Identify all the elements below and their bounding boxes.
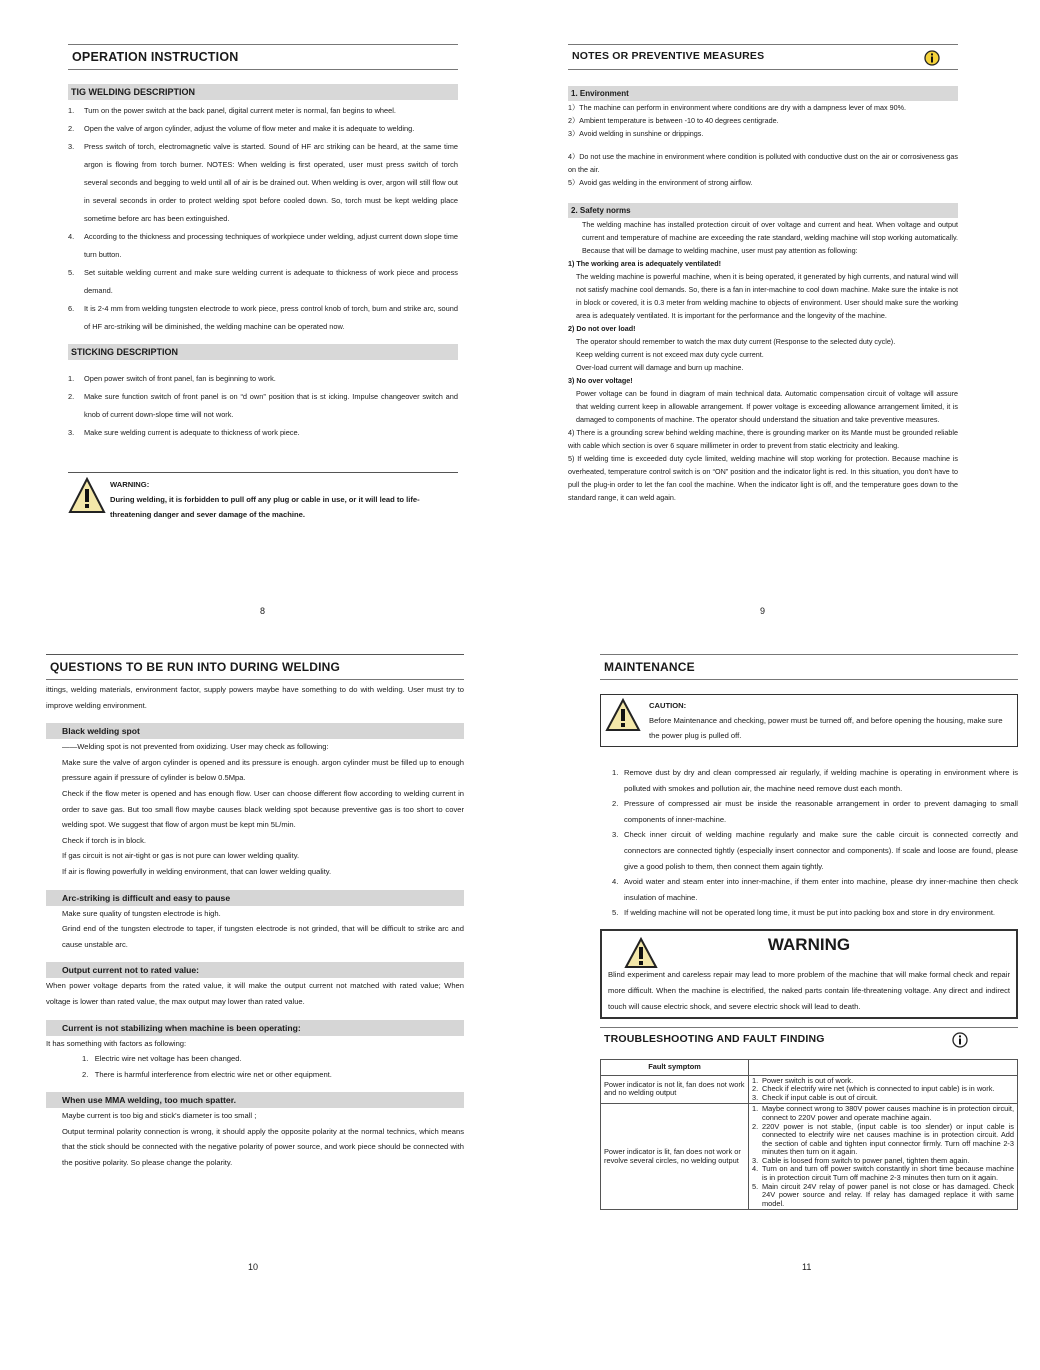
list-text: Pressure of compressed air must be inside the reasonable arrangement in order to prevent damaging to small components of inner-machine. <box>624 799 1018 824</box>
list-text: Power switch is out of work. <box>762 1075 854 1085</box>
list-number: 5. <box>752 1181 759 1191</box>
list-number: 3. <box>68 142 75 151</box>
black-spot-lead: ——Welding spot is not prevented from oxidizing. User may check as following: <box>62 742 329 752</box>
list-number: 4. <box>752 1164 759 1174</box>
maintenance-item <box>612 765 1018 796</box>
sticking-steps-list <box>68 370 458 442</box>
stability-item: 1. Electric wire net voltage has been changed. <box>82 1054 242 1064</box>
list-text: Cable is loosed from switch to power panel, tighten them again. <box>762 1155 970 1165</box>
list-number: 3. <box>68 428 75 437</box>
fault-fix-item <box>752 1183 1014 1209</box>
section-title-black-spot: Black welding spot <box>46 723 464 739</box>
list-text: Press switch of torch, electromagnetic valve is started. Sound of HF arc striking can be heard, at the same time argon is flowing from torch burner. NOTES: When welding is first operated, user must press switch of torch several seconds and begging to weld until all of air is be drained out. When welding is over, argon will still flow out in several seconds in order to protect welding spot before cooled down. So, torch must be kept welding place sometime before arc has been extinguished. <box>84 142 458 223</box>
section-title-output-current: Output current not to rated value: <box>46 962 464 978</box>
fault-fix-cell <box>749 1104 1018 1210</box>
safety-grounding-text: 4) There is a grounding screw behind welding machine, there is grounding marker on its Mantle must be grounded reliable with cable which section is over 6 square millimeter in order to prevent from static electricity and leaking. <box>568 428 958 450</box>
arc-line: Grind end of the tungsten electrode to taper, if tungsten electrode is not grinded, that will be difficult to strike arc and cause unstable arc. <box>62 924 464 949</box>
safety-overvoltage-title: 3) No over voltage! <box>568 376 633 385</box>
safety-overvoltage-text: Power voltage can be found in diagram of main technical data. Automatic compensation circuit of voltage will assure that welding current keep in allowable arrangement. If power voltage is exceeding allowance arrangement limited, it is damaged to components of machine. The operator should understand the situation and take preventive measures. <box>576 389 958 424</box>
stability-lead: It has something with factors as following: <box>46 1038 187 1048</box>
caution-box <box>600 694 1018 747</box>
page-title: OPERATION INSTRUCTION <box>68 44 458 70</box>
warning-title: WARNING <box>767 934 851 954</box>
warning-triangle-icon <box>624 937 658 969</box>
warning-triangle-icon <box>68 477 110 522</box>
warning-box <box>600 929 1018 1019</box>
list-text: It is 2-4 mm from welding tungsten electrode to work piece, press control knob of torch, burn and strike arc, sound of HF arc-striking will be diminished, the welding machine can be operated now. <box>84 304 458 331</box>
tig-step <box>68 228 458 264</box>
list-text: 220V power is not stable, (input cable is too slender) or input cable is connected to electrify wire net causes machine is in protection circuit. Add the section of cable and tighten input connector firmly. Turn off machine 2-3 minutes then turn on it again. <box>762 1121 1014 1157</box>
warning-text: Blind experiment and careless repair may lead to more problem of the machine that will make formal check and repair more difficult. When the machine is electrified, the naked parts contain life-threatening voltage. Any direct and indirect touch will cause electric shock, and severe electric shock will lead to death. <box>608 969 1010 1011</box>
warning-label: WARNING: <box>110 480 150 489</box>
list-text: Remove dust by dry and clean compressed air regularly, if welding machine is operating in environment where is polluted with smokes and pollution air, the machine need remove dust each month. <box>624 768 1018 793</box>
list-number: 2. <box>752 1121 759 1131</box>
sticking-step <box>68 370 458 388</box>
info-icon <box>924 50 940 66</box>
page-title: QUESTIONS TO BE RUN INTO DURING WELDING <box>46 654 464 680</box>
table-header-row <box>601 1059 1018 1075</box>
troubleshooting-title: TROUBLESHOOTING AND FAULT FINDING <box>604 1032 825 1045</box>
list-number: 2. <box>68 124 75 133</box>
mma-line: Output terminal polarity connection is wrong, it should apply the opposite polarity at the normal technics, which means that the stick should be connected with the negative polarity of power source, and work piece should be connected with the positive polarity. So please change the polarity. <box>62 1126 464 1168</box>
page-title <box>568 44 958 70</box>
maintenance-item <box>612 874 1018 905</box>
page-number: 9 <box>760 606 766 616</box>
page-8 <box>68 44 458 616</box>
black-spot-line: If air is flowing powerfully in welding environment, that can lower welding quality. <box>62 866 332 876</box>
list-text: If welding machine will not be operated long time, it must be put into packing box and store in dry environment. <box>624 908 996 918</box>
fault-fix-item <box>752 1105 1014 1122</box>
info-icon <box>952 1032 968 1048</box>
safety-duty-cycle-text: 5) If welding time is exceeded duty cycle limited, welding machine will stop working for protection. Because machine is overheated, temperature control switch is on “ON” position and the indicator light is red. In this situation, you don't have to pull the plug-in order to let the fan cool the machine. When the indicator light is off, and the temperature goes down to the standard range, it can weld again. <box>568 454 958 502</box>
list-number: 4. <box>68 232 75 241</box>
page-11 <box>600 654 1018 1272</box>
list-number: 3. <box>752 1155 759 1165</box>
fault-fix-item <box>752 1094 1014 1103</box>
list-text: Set suitable welding current and make sure welding current is adequate to thickness of work piece and process demand. <box>84 268 458 295</box>
list-text: Maybe connect wrong to 380V power causes machine is in protection circuit, connect to 220V power and operate machine again. <box>762 1104 1014 1122</box>
page-number: 11 <box>802 1262 812 1272</box>
warning-text: During welding, it is forbidden to pull off any plug or cable in use, or it will lead to life-threatening danger and sever damage of the machine. <box>110 495 420 519</box>
list-text: Main circuit 24V relay of power panel is not close or has damaged. Check 24V power source and relay. If relay has damaged replace it with same model. <box>762 1181 1014 1208</box>
list-number: 1. <box>612 768 619 777</box>
env-item: 3）Avoid welding in sunshine or drippings. <box>568 129 704 138</box>
list-text: Check if input cable is out of circuit. <box>762 1092 878 1102</box>
tig-step <box>68 138 458 228</box>
safety-overload-line: Keep welding current is not exceed max duty cycle current. <box>576 350 764 359</box>
stability-item: 2. There is harmful interference from electric wire net or other equipment. <box>82 1069 332 1079</box>
list-number: 5. <box>612 908 619 918</box>
page-10 <box>46 654 464 1272</box>
section-title-sticking: STICKING DESCRIPTION <box>68 344 458 360</box>
black-spot-line: If gas circuit is not air-tight or gas is not pure can lower welding quality. <box>62 851 300 861</box>
intro-text: ittings, welding materials, environment factor, supply powers maybe have something to do with welding. User must try to improve welding environment. <box>46 685 464 710</box>
section-title-environment: 1. Environment <box>568 86 958 101</box>
maintenance-item <box>612 827 1018 874</box>
output-text: When power voltage departs from the rated value, it will make the output current not matched with rated value; When voltage is lower than rated value, the max output may lower than rated value. <box>46 981 464 1006</box>
page-9 <box>568 44 958 616</box>
tig-step <box>68 300 458 336</box>
tig-step <box>68 120 458 138</box>
list-text: Check if electrify wire net (which is connected to input cable) is in work. <box>762 1084 995 1094</box>
list-text: Make sure welding current is adequate to thickness of work piece. <box>84 428 300 437</box>
sticking-step <box>68 424 458 442</box>
env-item: 5）Avoid gas welding in the environment of strong airflow. <box>568 178 753 187</box>
list-text: Check inner circuit of welding machine regularly and make sure the cable circuit is connected correctly and connectors are connected tightly (especially insert connector and components). If scale and loose are found, please give a good polish to them, then connect them again tightly. <box>624 830 1018 871</box>
list-text: Open the valve of argon cylinder, adjust the volume of flow meter and make it is adequate to welding. <box>84 124 415 133</box>
table-row <box>601 1104 1018 1210</box>
list-text: Turn on the power switch at the back panel, digital current meter is normal, fan begins to wheel. <box>84 106 396 115</box>
sticking-step <box>68 388 458 424</box>
fault-symptom-cell: Power indicator is not lit, fan does not work and no welding output <box>601 1075 749 1104</box>
table-header-cell <box>749 1059 1018 1075</box>
troubleshooting-table <box>600 1059 1018 1211</box>
safety-intro: The welding machine has installed protection circuit of over voltage and current and heat. When voltage and output current and temperature of machine are exceeding the rate standard, welding machine will stop working automatically. Because that will be damage to welding machine, user must pay attention as following: <box>582 220 958 255</box>
list-number: 4. <box>612 877 619 887</box>
tig-step <box>68 264 458 300</box>
safety-ventilation-title: 1) The working area is adequately ventilated! <box>568 259 721 268</box>
page-title-text: NOTES OR PREVENTIVE MEASURES <box>572 50 765 62</box>
list-number: 1. <box>752 1075 759 1085</box>
fault-symptom-cell: Power indicator is lit, fan does not work or revolve several circles, no welding output <box>601 1104 749 1210</box>
safety-overload-line: Over-load current will damage and burn up machine. <box>576 363 744 372</box>
section-title-safety: 2. Safety norms <box>568 203 958 218</box>
list-number: 2. <box>612 799 619 809</box>
section-title-mma-spatter: When use MMA welding, too much spatter. <box>46 1092 464 1108</box>
safety-overload-title: 2) Do not over load! <box>568 324 636 333</box>
fault-fix-item <box>752 1165 1014 1182</box>
caution-label: CAUTION: <box>649 701 687 710</box>
list-text: Make sure function switch of front panel is on “d own” position that is st icking. Impulse changeover switch and knob of current down-slope time will not work. <box>84 392 458 419</box>
page-title: MAINTENANCE <box>600 654 1018 680</box>
list-number: 5. <box>68 268 75 277</box>
tig-step <box>68 102 458 120</box>
list-number: 1. <box>68 374 75 383</box>
env-item: 1）The machine can perform in environment where conditions are dry with a dampness lever of max 90%. <box>568 103 906 112</box>
fault-fix-cell <box>749 1075 1018 1104</box>
list-number: 6. <box>68 304 75 313</box>
section-title-arc-striking: Arc-striking is difficult and easy to pause <box>46 890 464 906</box>
black-spot-line: Check if torch is in block. <box>62 835 146 845</box>
fault-fix-item <box>752 1123 1014 1157</box>
troubleshooting-header <box>600 1027 1018 1051</box>
maintenance-item <box>612 796 1018 827</box>
safety-ventilation-text: The welding machine is powerful machine, when it is being operated, it generated by high currents, and natural wind will not satisfy machine cool demands. So, there is a fan in inter-machine to cool down machine. Make sure the intake is not in block or covered, it is 0.3 meter from welding machine to objects of environment. User should make sure the working area is adequately ventilated. It is important for the performance and the longevity of the machine. <box>576 272 958 320</box>
page-number: 8 <box>260 606 266 616</box>
list-text: Avoid water and steam enter into inner-machine, if them enter into machine, please dry inner-machine then check insulation of machine. <box>624 877 1018 902</box>
maintenance-list <box>600 765 1018 921</box>
black-spot-line: Check if the flow meter is opened and has enough flow. User can choose different flow according to welding current in order to save gas. But too small flow maybe causes black welding spot because preventive gas is too short to cover welding spot. We suggest that flow of argon must be kept min 5L/min. <box>62 788 464 830</box>
list-text: Turn on and turn off power switch constantly in short time because machine is in protection circuit Turn off machine 2-3 minutes then turn on it again. <box>762 1164 1014 1183</box>
table-row <box>601 1075 1018 1104</box>
mma-line: Maybe current is too big and stick's diameter is too small ; <box>62 1111 257 1121</box>
warning-box <box>68 472 458 522</box>
maintenance-item <box>612 905 1018 921</box>
list-number: 1. <box>68 106 75 115</box>
section-title-tig: TIG WELDING DESCRIPTION <box>68 84 458 100</box>
env-item: 2）Ambient temperature is between -10 to 40 degrees centigrade. <box>568 116 779 125</box>
list-number: 2. <box>68 392 75 401</box>
list-number: 1. <box>752 1104 759 1114</box>
arc-line: Make sure quality of tungsten electrode is high. <box>62 908 221 918</box>
list-number: 3. <box>612 830 619 840</box>
env-item: 4）Do not use the machine in environment where condition is polluted with conductive dust on the air or corrosiveness gas on the air. <box>568 152 958 174</box>
list-number: 2. <box>752 1084 759 1094</box>
tig-steps-list <box>68 102 458 336</box>
list-text: According to the thickness and processing techniques of workpiece under welding, adjust current down slope time turn button. <box>84 232 458 259</box>
section-title-current-stability: Current is not stabilizing when machine is been operating: <box>46 1020 464 1036</box>
list-text: Open power switch of front panel, fan is beginning to work. <box>84 374 276 383</box>
safety-overload-line: The operator should remember to watch the max duty current (Response to the selected duty cycle). <box>576 337 896 346</box>
page-number: 10 <box>248 1262 259 1272</box>
caution-triangle-icon <box>605 698 649 743</box>
list-number: 3. <box>752 1092 759 1102</box>
table-header-cell: Fault symptom <box>601 1059 749 1075</box>
black-spot-line: Make sure the valve of argon cylinder is opened and its pressure is enough. argon cylinder must be filled up to enough pressure again if pressure of cylinder is below 0.5Mpa. <box>62 757 464 783</box>
caution-text: Before Maintenance and checking, power must be turned off, and before opening the housing, make sure the power plug is pulled off. <box>649 716 1003 740</box>
